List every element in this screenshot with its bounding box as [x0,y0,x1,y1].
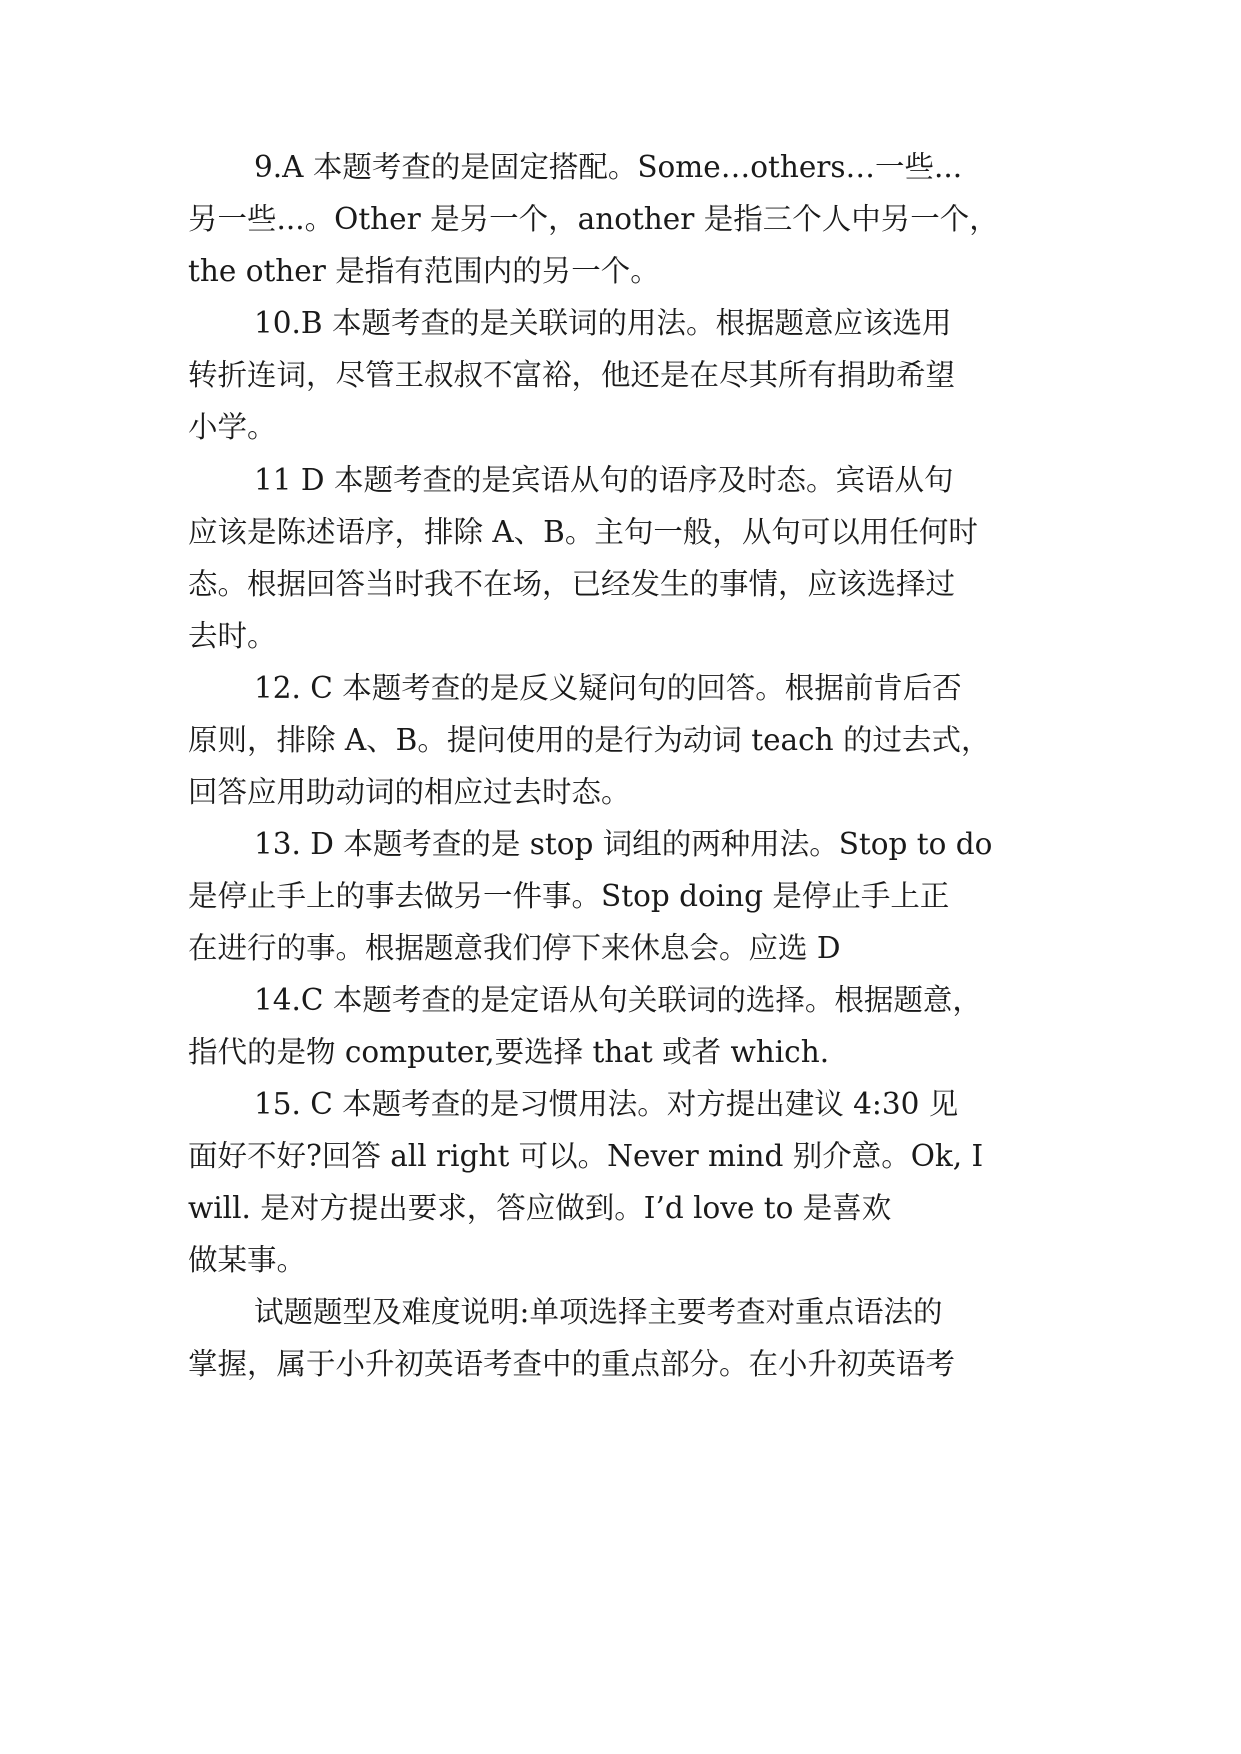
text-line: 10.B 本题考查的是关联词的用法。根据题意应该选用 [254,306,952,340]
text-line: 14.C 本题考查的是定语从句关联词的选择。根据题意， [254,983,982,1017]
text-line: 另一些...。Other 是另一个，another 是指三个人中另一个， [188,202,999,236]
text-line: 态。根据回答当时我不在场，已经发生的事情，应该选择过 [188,567,956,601]
text-line: 应该是陈述语序，排除 A、B。主句一般，从句可以用任何时 [188,515,978,549]
text-line: 12. C 本题考查的是反义疑问句的回答。根据前肯后否 [254,671,962,705]
text-line: 是停止手上的事去做另一件事。Stop doing 是停止手上正 [188,879,950,913]
text-line: 指代的是物 computer,要选择 that 或者 which. [188,1035,830,1069]
text-line: 13. D 本题考查的是 stop 词组的两种用法。Stop to do [254,827,993,861]
text-line: 回答应用助动词的相应过去时态。 [188,775,631,809]
text-line: 掌握，属于小升初英语考查中的重点部分。在小升初英语考 [188,1347,956,1381]
text-line: 试题题型及难度说明:单项选择主要考查对重点语法的 [254,1295,943,1329]
text-line: 转折连词，尽管王叔叔不富裕，他还是在尽其所有捐助希望 [188,358,956,392]
text-line: 9.A 本题考查的是固定搭配。Some…others…一些... [254,150,963,184]
text-line: 在进行的事。根据题意我们停下来休息会。应选 D [188,931,841,965]
text-line: 做某事。 [188,1243,307,1277]
text-line: 11 D 本题考查的是宾语从句的语序及时态。宾语从句 [254,463,954,497]
text-line: 去时。 [188,619,277,653]
text-line: 15. C 本题考查的是习惯用法。对方提出建议 4:30 见 [254,1087,959,1121]
text-line: the other 是指有范围内的另一个。 [188,254,660,288]
text-line: 小学。 [188,410,277,444]
text-line: will. 是对方提出要求，答应做到。I’d love to 是喜欢 [188,1191,892,1225]
text-line: 面好不好?回答 all right 可以。Never mind 别介意。Ok, I [188,1139,984,1173]
text-line: 原则，排除 A、B。提问使用的是行为动词 teach 的过去式， [188,723,991,757]
